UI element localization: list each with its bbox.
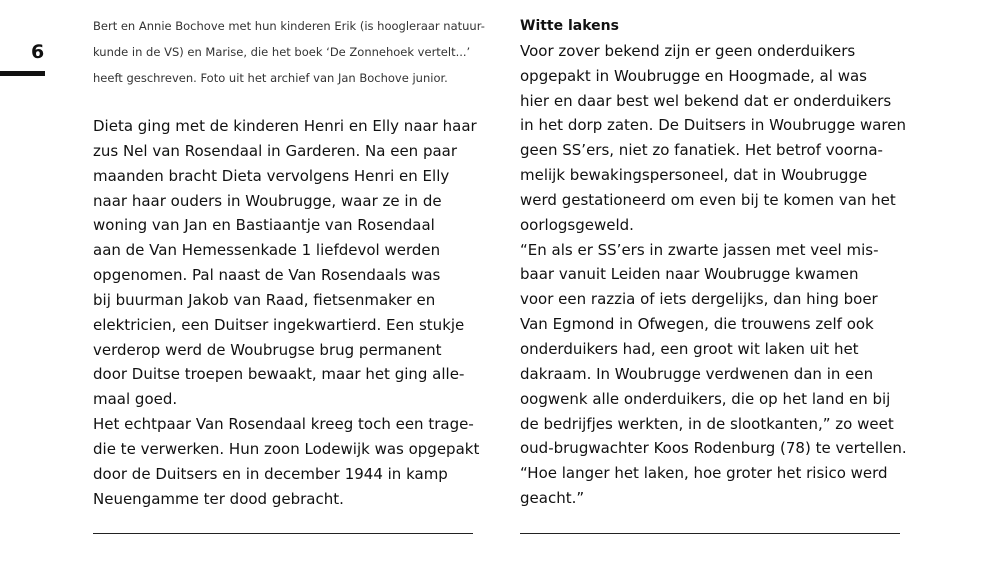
text-line: werd gestationeerd om even bij te komen van het: [520, 190, 896, 209]
text-line: Voor zover bekend zijn er geen onderduikers: [520, 41, 856, 60]
caption-line: heeft geschreven. Foto uit het archief van Jan Bochove junior.: [93, 71, 448, 85]
text-line: naar haar ouders in Woubrugge, waar ze in de: [93, 191, 442, 210]
text-line: maanden bracht Dieta vervolgens Henri en Elly: [93, 166, 450, 185]
right-column-text: [520, 14, 920, 511]
text-line: dakraam. In Woubrugge verdwenen dan in een: [520, 364, 874, 383]
text-line: opgepakt in Woubrugge en Hoogmade, al was: [520, 66, 867, 85]
text-line: bij buurman Jakob van Raad, fietsenmaker en: [93, 290, 436, 309]
text-line: onderduikers had, een groot wit laken uit het: [520, 339, 859, 358]
text-line: door Duitse troepen bewaakt, maar het ging alle-: [93, 365, 465, 384]
page-number: 6: [31, 41, 45, 63]
page-marker-bar: [0, 71, 45, 76]
text-line: door de Duitsers en in december 1944 in kamp: [93, 464, 448, 483]
text-line: Het echtpaar Van Rosendaal kreeg toch een trage-: [93, 415, 474, 434]
text-line: “En als er SS’ers in zwarte jassen met veel mis-: [520, 240, 879, 259]
caption-line: kunde in de VS) en Marise, die het boek ‘De Zonnehoek vertelt...’: [93, 45, 471, 59]
left-column-text: [93, 114, 488, 512]
text-line: geacht.”: [520, 489, 585, 508]
text-line: geen SS’ers, niet zo fanatiek. Het betrof voorna-: [520, 141, 883, 160]
left-column-rule: [93, 533, 473, 534]
photo-caption: [93, 13, 488, 91]
section-heading: Witte lakens: [520, 18, 619, 34]
text-line: baar vanuit Leiden naar Woubrugge kwamen: [520, 265, 859, 284]
text-line: aan de Van Hemessenkade 1 liefdevol werden: [93, 241, 441, 260]
text-line: zus Nel van Rosendaal in Garderen. Na een paar: [93, 141, 458, 160]
text-line: Dieta ging met de kinderen Henri en Elly naar haar: [93, 117, 477, 135]
text-line: “Hoe langer het laken, hoe groter het risico werd: [520, 464, 888, 483]
text-line: melijk bewakingspersoneel, dat in Woubrugge: [520, 166, 868, 185]
text-line: maal goed.: [93, 390, 178, 409]
right-column-rule: [520, 533, 900, 534]
text-line: die te verwerken. Hun zoon Lodewijk was opgepakt: [93, 439, 480, 458]
text-line: elektricien, een Duitser ingekwartierd. Een stukje: [93, 315, 465, 334]
text-line: oorlogsgeweld.: [520, 215, 634, 234]
text-line: voor een razzia of iets dergelijks, dan hing boer: [520, 290, 878, 309]
text-line: opgenomen. Pal naast de Van Rosendaals was: [93, 266, 441, 285]
text-line: oud-brugwachter Koos Rodenburg (78) te vertellen.: [520, 439, 907, 458]
caption-line: Bert en Annie Bochove met hun kinderen Erik (is hoogleraar natuur-: [93, 19, 485, 33]
text-line: verderop werd de Woubrugse brug permanent: [93, 340, 442, 359]
text-line: Neuengamme ter dood gebracht.: [93, 489, 344, 508]
text-line: in het dorp zaten. De Duitsers in Woubrugge waren: [520, 116, 906, 135]
text-line: hier en daar best wel bekend dat er onderduikers: [520, 91, 892, 110]
text-line: Van Egmond in Ofwegen, die trouwens zelf ook: [520, 315, 874, 334]
text-line: oogwenk alle onderduikers, die op het land en bij: [520, 389, 891, 408]
text-line: de bedrijfjes werkten, in de slootkanten,” zo weet: [520, 414, 894, 433]
text-line: woning van Jan en Bastiaantje van Rosendaal: [93, 216, 435, 235]
